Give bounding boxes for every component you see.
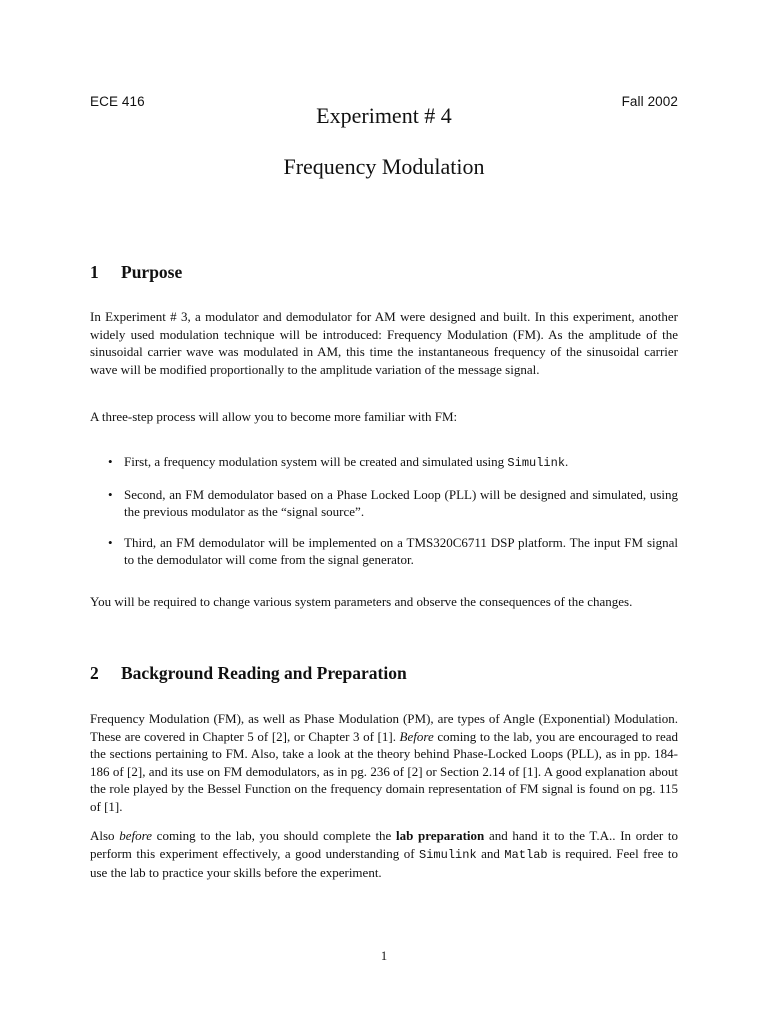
list-item: • First, a frequency modulation system will be created and simulated using Simulink. bbox=[108, 454, 569, 470]
bullet-icon: • bbox=[108, 454, 113, 469]
list-item: • Second, an FM demodulator based on a Phase Locked Loop (PLL) will be designed and simulated, using the previous modulator as the “signal source”. bbox=[108, 486, 678, 519]
process-steps-list bbox=[108, 453, 678, 582]
header-term: Fall 2002 bbox=[621, 94, 678, 109]
background-paragraph-1: Frequency Modulation (FM), as well as Phase Modulation (PM), are types of Angle (Exponential) Modulation. These are covered in Chapter 5 of [2], or Chapter 3 of [1]. Before coming to the lab, you are encouraged to read the sections pertaining to FM. Also, take a look at the theory behind Phase-Locked Loops (PLL), as in pp. 184-186 of [2], and its use on FM demodulators, as in pg. 236 of [2] or Section 2.14 of [1]. A good explanation about the role played by the Bessel Function on the frequency domain representation of FM signal is found on pg. 115 of [1]. bbox=[90, 711, 678, 814]
code-simulink: Simulink bbox=[507, 456, 566, 470]
code-matlab: Matlab bbox=[504, 847, 548, 862]
purpose-paragraph-1: In Experiment # 3, a modulator and demodulator for AM were designed and built. In this experiment, another widely used modulation technique will be introduced: Frequency Modulation (FM). As the amplitude of the sinusoidal carrier wave was modulated in AM, this time the instantaneous frequency of the sinusoidal carrier wave will be modified proportionally to the amplitude variation of the message signal. bbox=[90, 309, 678, 377]
bullet-icon: • bbox=[108, 486, 113, 502]
header-course: ECE 416 bbox=[90, 94, 145, 109]
section-number: 1 bbox=[90, 262, 99, 282]
list-item: • Third, an FM demodulator will be implemented on a TMS320C6711 DSP platform. The input FM signal to the demodulator will come from the signal generator. bbox=[108, 534, 678, 567]
purpose-paragraph-3: You will be required to change various system parameters and observe the consequences of the changes. bbox=[90, 594, 633, 609]
code-simulink: Simulink bbox=[419, 847, 477, 862]
section-title: Purpose bbox=[121, 262, 183, 282]
purpose-paragraph-2: A three-step process will allow you to become more familiar with FM: bbox=[90, 409, 458, 424]
lab-preparation-emphasis: lab preparation bbox=[396, 828, 485, 843]
section-heading-purpose bbox=[90, 262, 182, 283]
document-subtitle: Frequency Modulation bbox=[283, 154, 485, 179]
section-number: 2 bbox=[90, 663, 99, 683]
section-title: Background Reading and Preparation bbox=[121, 663, 407, 683]
page-number: 1 bbox=[380, 949, 388, 963]
section-heading-background bbox=[90, 663, 407, 684]
background-paragraph-2: Also before coming to the lab, you should complete the lab preparation and hand it to the T.A.. In order to perform this experiment effectively, a good understanding of Simulink and Matlab is required. Feel free to use the lab to practice your skills before the experiment. bbox=[90, 828, 678, 880]
document-title: Experiment # 4 bbox=[316, 103, 452, 128]
bullet-icon: • bbox=[108, 534, 113, 550]
